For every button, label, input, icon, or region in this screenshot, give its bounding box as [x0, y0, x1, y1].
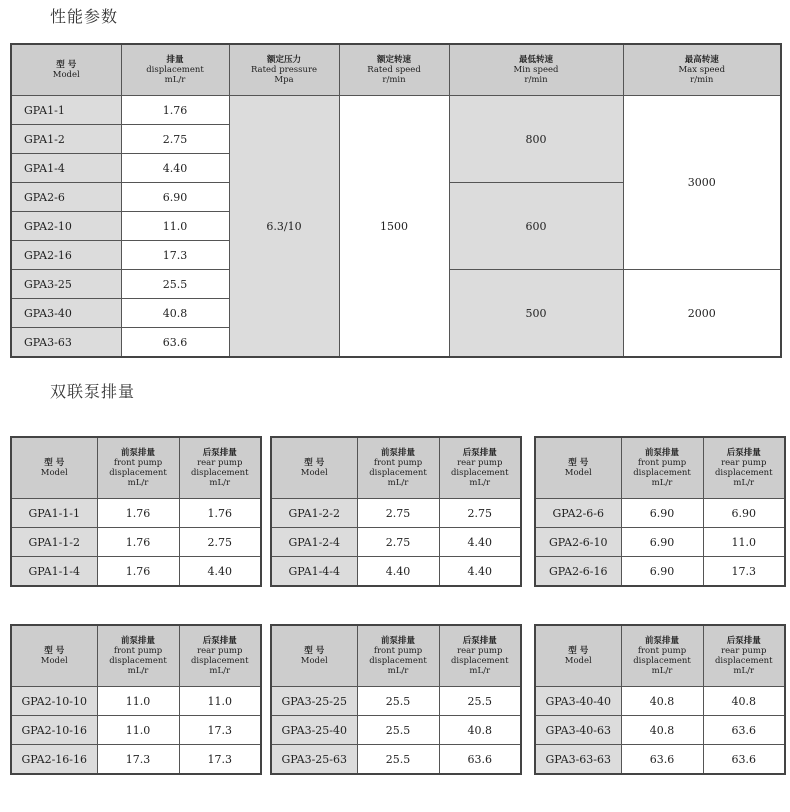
model-cell: GPA2-6 [11, 183, 121, 212]
model-cell: GPA1-1 [11, 96, 121, 125]
model-cell: GPA3-25-25 [271, 687, 357, 716]
table-row [271, 557, 521, 587]
header-row [11, 44, 781, 96]
model-cell: GPA1-2-4 [271, 528, 357, 557]
front-displacement-cell: 4.40 [357, 557, 439, 587]
front-displacement-cell: 11.0 [97, 716, 179, 745]
model-cell: GPA2-10 [11, 212, 121, 241]
min-speed-cell: 800 [449, 96, 623, 183]
col-rear-displacement: 后泵排量 rear pump displacement mL/r [439, 625, 521, 687]
front-displacement-cell: 6.90 [621, 557, 703, 587]
table-row [11, 557, 261, 587]
front-displacement-cell: 1.76 [97, 499, 179, 528]
front-displacement-cell: 11.0 [97, 687, 179, 716]
table-row [11, 499, 261, 528]
rear-displacement-cell: 63.6 [439, 745, 521, 775]
col-model: 型 号 Model [11, 625, 97, 687]
model-cell: GPA2-10-10 [11, 687, 97, 716]
displacement-cell: 1.76 [121, 96, 229, 125]
col-model: 型 号 Model [271, 625, 357, 687]
table-row [535, 499, 785, 528]
dual-pump-title: 双联泵排量 [50, 382, 136, 401]
model-cell: GPA3-40 [11, 299, 121, 328]
rear-displacement-cell: 40.8 [703, 687, 785, 716]
table-row [535, 528, 785, 557]
rear-displacement-cell: 40.8 [439, 716, 521, 745]
displacement-cell: 40.8 [121, 299, 229, 328]
col-model: 型 号 Model [11, 44, 121, 96]
col-rear-displacement: 后泵排量 rear pump displacement mL/r [703, 625, 785, 687]
table-row [11, 96, 781, 125]
front-displacement-cell: 6.90 [621, 499, 703, 528]
rear-displacement-cell: 63.6 [703, 745, 785, 775]
model-cell: GPA1-4-4 [271, 557, 357, 587]
min-speed-cell: 500 [449, 270, 623, 358]
rear-displacement-cell: 17.3 [179, 716, 261, 745]
rear-displacement-cell: 11.0 [703, 528, 785, 557]
performance-table [10, 43, 782, 358]
model-cell: GPA3-63-63 [535, 745, 621, 775]
col-front-displacement: 前泵排量 front pump displacement mL/r [621, 437, 703, 499]
displacement-cell: 17.3 [121, 241, 229, 270]
table-row [535, 716, 785, 745]
table-row [535, 745, 785, 775]
model-cell: GPA1-2 [11, 125, 121, 154]
performance-title: 性能参数 [50, 7, 119, 26]
model-cell: GPA1-1-4 [11, 557, 97, 587]
rear-displacement-cell: 25.5 [439, 687, 521, 716]
front-displacement-cell: 1.76 [97, 557, 179, 587]
table-row [535, 557, 785, 587]
front-displacement-cell: 25.5 [357, 716, 439, 745]
rear-displacement-cell: 17.3 [703, 557, 785, 587]
col-displacement: 排量 displacement mL/r [121, 44, 229, 96]
displacement-cell: 2.75 [121, 125, 229, 154]
rear-displacement-cell: 4.40 [179, 557, 261, 587]
front-displacement-cell: 25.5 [357, 687, 439, 716]
front-displacement-cell: 6.90 [621, 528, 703, 557]
header-row [271, 625, 521, 687]
col-rear-displacement: 后泵排量 rear pump displacement mL/r [439, 437, 521, 499]
max-speed-cell: 3000 [623, 96, 781, 270]
dual-pump-table [534, 624, 786, 775]
front-displacement-cell: 2.75 [357, 528, 439, 557]
model-cell: GPA2-6-10 [535, 528, 621, 557]
displacement-cell: 4.40 [121, 154, 229, 183]
front-displacement-cell: 17.3 [97, 745, 179, 775]
front-displacement-cell: 40.8 [621, 716, 703, 745]
col-rated-speed: 额定转速 Rated speed r/min [339, 44, 449, 96]
col-min-speed: 最低转速 Min speed r/min [449, 44, 623, 96]
table-row [11, 687, 261, 716]
table-row [271, 745, 521, 775]
col-model: 型 号 Model [535, 437, 621, 499]
col-front-displacement: 前泵排量 front pump displacement mL/r [621, 625, 703, 687]
table-row [535, 687, 785, 716]
col-max-speed: 最高转速 Max speed r/min [623, 44, 781, 96]
col-rear-displacement: 后泵排量 rear pump displacement mL/r [179, 437, 261, 499]
displacement-cell: 63.6 [121, 328, 229, 358]
model-cell: GPA2-6-16 [535, 557, 621, 587]
model-cell: GPA1-4 [11, 154, 121, 183]
front-displacement-cell: 2.75 [357, 499, 439, 528]
rear-displacement-cell: 2.75 [439, 499, 521, 528]
header-row [271, 437, 521, 499]
header-row [535, 625, 785, 687]
table-row [11, 716, 261, 745]
model-cell: GPA3-40-40 [535, 687, 621, 716]
col-front-displacement: 前泵排量 front pump displacement mL/r [97, 437, 179, 499]
table-row [271, 499, 521, 528]
model-cell: GPA2-6-6 [535, 499, 621, 528]
header-row [11, 437, 261, 499]
col-front-displacement: 前泵排量 front pump displacement mL/r [357, 625, 439, 687]
dual-pump-table [10, 436, 262, 587]
col-rear-displacement: 后泵排量 rear pump displacement mL/r [179, 625, 261, 687]
front-displacement-cell: 63.6 [621, 745, 703, 775]
dual-pump-table [534, 436, 786, 587]
dual-pump-table [270, 436, 522, 587]
model-cell: GPA3-25-40 [271, 716, 357, 745]
front-displacement-cell: 25.5 [357, 745, 439, 775]
rear-displacement-cell: 4.40 [439, 557, 521, 587]
model-cell: GPA1-2-2 [271, 499, 357, 528]
model-cell: GPA1-1-2 [11, 528, 97, 557]
displacement-cell: 25.5 [121, 270, 229, 299]
front-displacement-cell: 40.8 [621, 687, 703, 716]
model-cell: GPA2-16 [11, 241, 121, 270]
rated-speed-cell: 1500 [339, 96, 449, 358]
table-row [11, 528, 261, 557]
model-cell: GPA1-1-1 [11, 499, 97, 528]
col-front-displacement: 前泵排量 front pump displacement mL/r [357, 437, 439, 499]
min-speed-cell: 600 [449, 183, 623, 270]
col-model: 型 号 Model [271, 437, 357, 499]
col-front-displacement: 前泵排量 front pump displacement mL/r [97, 625, 179, 687]
model-cell: GPA3-25-63 [271, 745, 357, 775]
col-model: 型 号 Model [535, 625, 621, 687]
rear-displacement-cell: 17.3 [179, 745, 261, 775]
table-row [271, 687, 521, 716]
front-displacement-cell: 1.76 [97, 528, 179, 557]
rear-displacement-cell: 1.76 [179, 499, 261, 528]
dual-pump-table [10, 624, 262, 775]
displacement-cell: 6.90 [121, 183, 229, 212]
model-cell: GPA2-16-16 [11, 745, 97, 775]
dual-pump-table [270, 624, 522, 775]
col-model: 型 号 Model [11, 437, 97, 499]
rear-displacement-cell: 6.90 [703, 499, 785, 528]
model-cell: GPA3-40-63 [535, 716, 621, 745]
table-row [11, 745, 261, 775]
col-rated-pressure: 额定压力 Rated pressure Mpa [229, 44, 339, 96]
max-speed-cell: 2000 [623, 270, 781, 358]
rear-displacement-cell: 63.6 [703, 716, 785, 745]
rated-pressure-cell: 6.3/10 [229, 96, 339, 358]
model-cell: GPA2-10-16 [11, 716, 97, 745]
rear-displacement-cell: 4.40 [439, 528, 521, 557]
rear-displacement-cell: 11.0 [179, 687, 261, 716]
table-row [271, 716, 521, 745]
displacement-cell: 11.0 [121, 212, 229, 241]
header-row [11, 625, 261, 687]
header-row [535, 437, 785, 499]
model-cell: GPA3-63 [11, 328, 121, 358]
rear-displacement-cell: 2.75 [179, 528, 261, 557]
model-cell: GPA3-25 [11, 270, 121, 299]
col-rear-displacement: 后泵排量 rear pump displacement mL/r [703, 437, 785, 499]
table-row [271, 528, 521, 557]
